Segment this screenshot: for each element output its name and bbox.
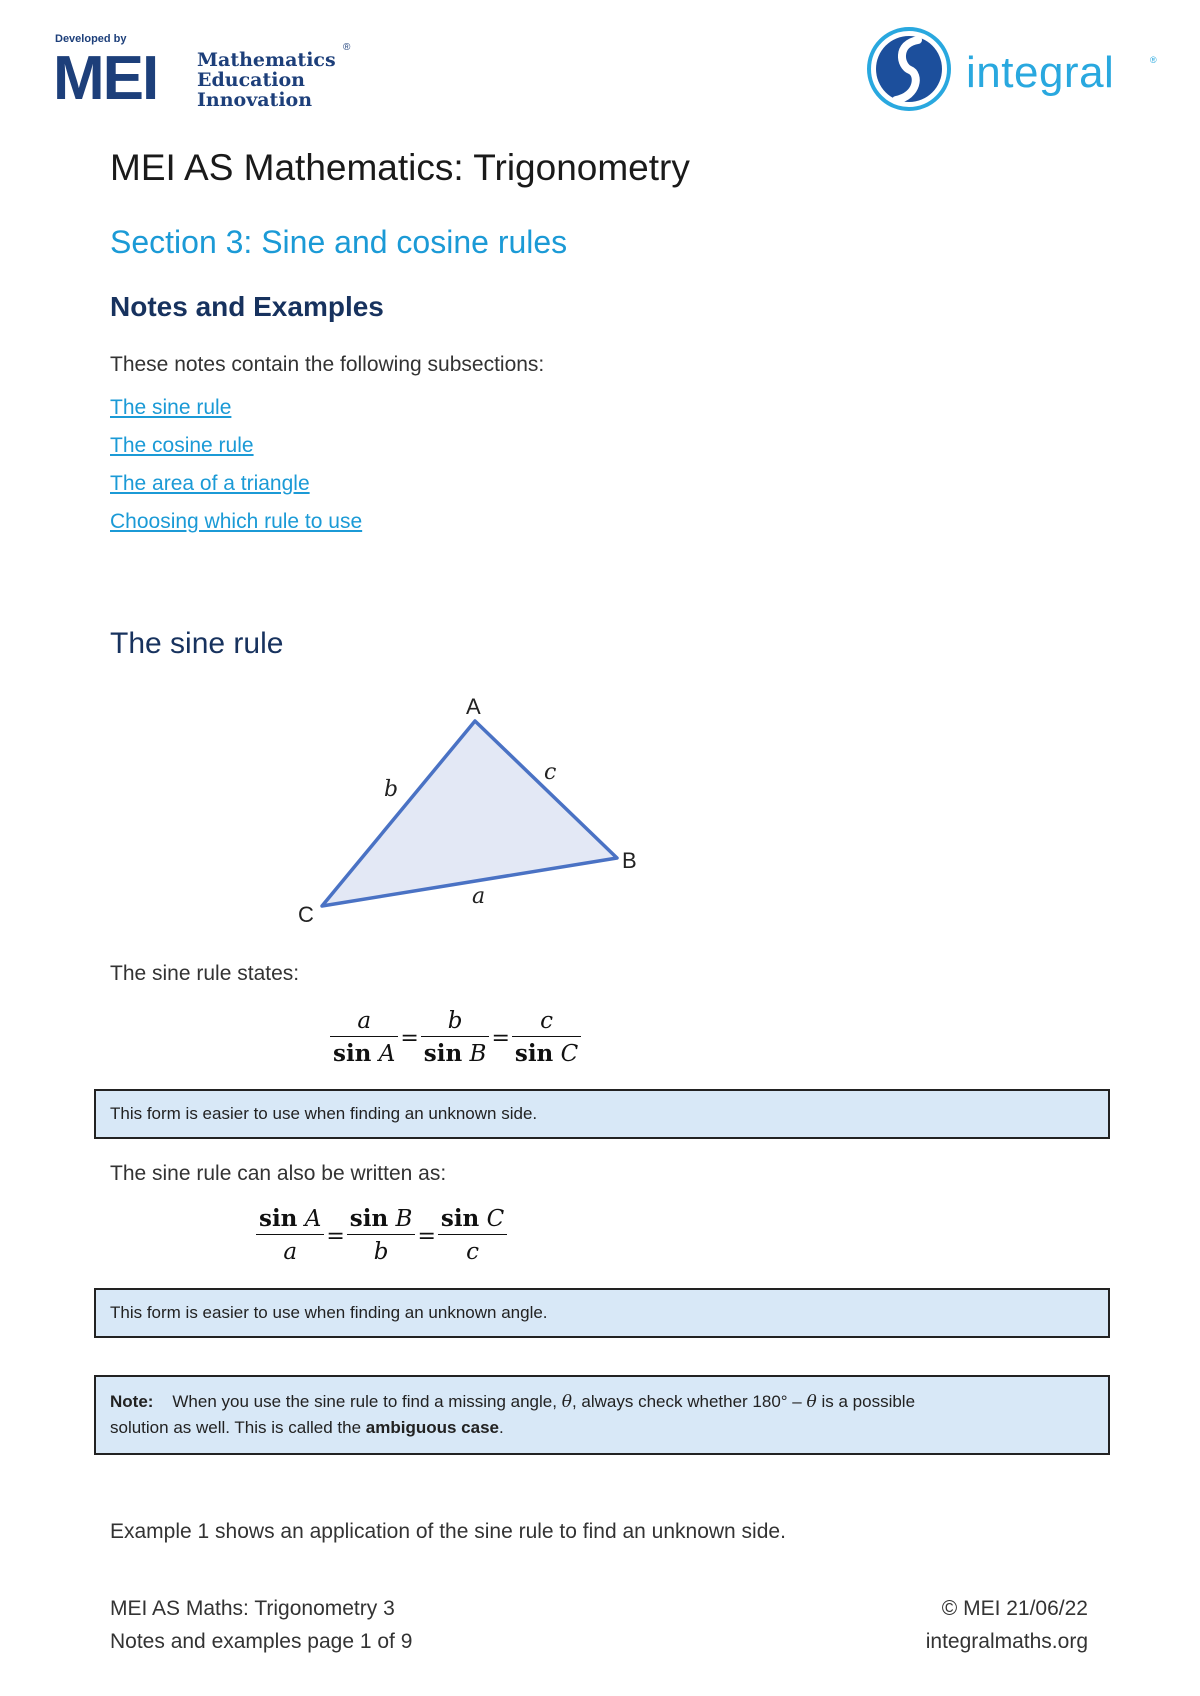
- developed-by-label: Developed by: [55, 33, 127, 45]
- note-line-1: [110, 1389, 1094, 1415]
- vertex-label-a: A: [466, 694, 481, 719]
- note-text-4: solution as well. This is called the: [110, 1418, 362, 1437]
- fraction-sin-a: $\frac{\text{sin A}}{a}$: [256, 1204, 324, 1269]
- ambiguous-case-note-box: [94, 1375, 1110, 1455]
- mei-logo: MEI: [53, 44, 158, 113]
- triangle-diagram: [280, 688, 680, 928]
- fraction-sin-b: $\frac{\text{sin B}}{b}$: [347, 1204, 416, 1269]
- link-choosing-rule[interactable]: Choosing which rule to use: [110, 510, 363, 533]
- theta-symbol: θ: [806, 1392, 817, 1412]
- note-label: Note:: [110, 1392, 154, 1411]
- unknown-angle-note-box: This form is easier to use when finding an unknown angle.: [94, 1288, 1110, 1338]
- theta-symbol: θ: [561, 1392, 572, 1412]
- example-intro-text: Example 1 shows an application of the sine rule to find an unknown side.: [110, 1520, 786, 1543]
- triangle-shape: [322, 721, 617, 906]
- section-title: Section 3: Sine and cosine rules: [110, 224, 568, 260]
- side-label-c: c: [544, 760, 557, 785]
- subsection-links: [110, 396, 362, 548]
- link-cosine-rule[interactable]: The cosine rule: [110, 434, 254, 457]
- equals-sign: =: [417, 1224, 436, 1249]
- equals-sign: =: [400, 1026, 419, 1051]
- side-label-a: a: [472, 884, 486, 909]
- note-text-1: When you use the sine rule to find a missing angle,: [172, 1392, 557, 1411]
- mei-word-mathematics: Mathematics: [197, 49, 336, 71]
- unknown-side-note-box: This form is easier to use when finding an unknown side.: [94, 1089, 1110, 1139]
- footer-website: integralmaths.org: [925, 1630, 1088, 1653]
- integral-registered-mark: ®: [1150, 55, 1157, 65]
- fraction-c: $\frac{c}{\text{sin C}}$: [512, 1006, 581, 1071]
- note-text-2: , always check whether 180° –: [571, 1392, 802, 1411]
- document-title: MEI AS Mathematics: Trigonometry: [110, 147, 690, 188]
- vertex-label-c: C: [298, 902, 314, 927]
- sine-rule-formula-sides: [330, 1006, 581, 1071]
- sine-rule-formula-angles: [256, 1204, 507, 1269]
- mei-word-innovation: Innovation: [197, 89, 313, 111]
- equals-sign: =: [326, 1224, 345, 1249]
- mei-registered-mark: ®: [343, 42, 351, 53]
- footer-copyright: © MEI 21/06/22: [941, 1597, 1088, 1620]
- notes-heading: Notes and Examples: [110, 291, 384, 322]
- note-text-3: is a possible: [821, 1392, 916, 1411]
- footer-page-number: Notes and examples page 1 of 9: [110, 1630, 413, 1653]
- ambiguous-case-term: ambiguous case: [365, 1418, 499, 1437]
- link-area-of-triangle[interactable]: The area of a triangle: [110, 472, 310, 495]
- sine-rule-also-text: The sine rule can also be written as:: [110, 1162, 447, 1185]
- intro-text: These notes contain the following subsections:: [110, 353, 545, 376]
- equals-sign: =: [491, 1026, 510, 1051]
- link-sine-rule[interactable]: The sine rule: [110, 396, 232, 419]
- fraction-a: $\frac{a}{\text{sin A}}$: [330, 1006, 398, 1071]
- sine-rule-heading: The sine rule: [110, 627, 284, 660]
- note-line-2: solution as well. This is called the ambiguous case.: [110, 1418, 504, 1437]
- integral-logo-icon: [866, 26, 952, 112]
- mei-word-education: Education: [197, 69, 305, 91]
- vertex-label-b: B: [622, 848, 637, 873]
- footer-course: MEI AS Maths: Trigonometry 3: [110, 1597, 395, 1620]
- sine-rule-states-text: The sine rule states:: [110, 962, 300, 985]
- fraction-b: $\frac{b}{\text{sin B}}$: [421, 1006, 490, 1071]
- integral-logo-text: integral: [966, 48, 1115, 97]
- fraction-sin-c: $\frac{\text{sin C}}{c}$: [438, 1204, 507, 1269]
- side-label-b: b: [384, 777, 399, 802]
- mei-logo-words: [197, 50, 336, 110]
